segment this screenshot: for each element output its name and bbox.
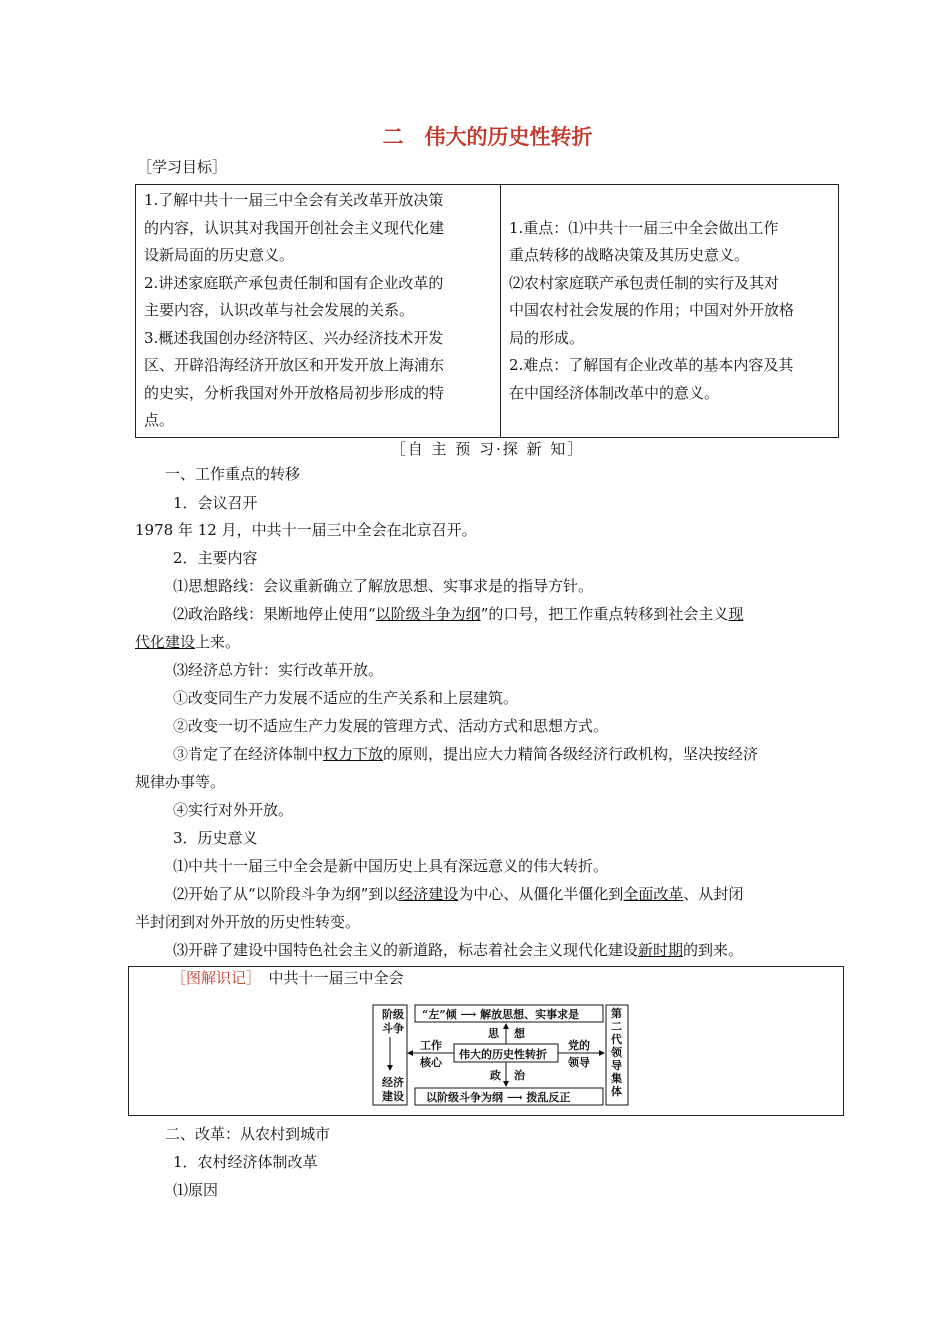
illustration-tag: ［图解识记］ <box>171 969 254 987</box>
economic-policy-text: ⑶经济总方针：实行改革开放。 <box>173 661 384 679</box>
meeting-text: 1978 年 12 月，中共十一届三中全会在北京召开。 <box>135 521 477 539</box>
key-point-line: 重点转移的战略决策及其历史意义。 <box>509 246 750 265</box>
thought-line-text: ⑴思想路线：会议重新确立了解放思想、实事求是的指导方针。 <box>173 577 594 595</box>
diagram-label: 二 <box>611 1020 622 1033</box>
diagram-label: 核心 <box>420 1056 442 1069</box>
illustration-header <box>171 967 404 988</box>
goal-line: 点。 <box>144 411 175 430</box>
underlined-term: 以阶级斗争为纲 <box>375 605 481 623</box>
goal-line: 区、开辟沿海经济开放区和开发开放上海浦东 <box>144 356 445 375</box>
underlined-term: 经济建设 <box>398 885 459 903</box>
illustration-title: 中共十一届三中全会 <box>268 969 404 987</box>
diagram-label: 体 <box>611 1085 622 1098</box>
diagram-label: 第 <box>611 1007 622 1020</box>
diagram-label: 政 <box>490 1069 501 1082</box>
key-point-line: 2.难点：了解国有企业改革的基本内容及其 <box>509 356 794 375</box>
underlined-term: 现 <box>728 605 744 623</box>
diagram-label: 领 <box>611 1046 622 1059</box>
goal-line: 2.讲述家庭联产承包责任制和国有企业改革的 <box>144 273 444 292</box>
diagram-label: 代 <box>611 1033 622 1046</box>
key-point-line: 中国农村社会发展的作用；中国对外开放格 <box>509 301 795 320</box>
political-line-text: ⑵政治路线：果断地停止使用“以阶级斗争为纲”的口号，把工作重点转移到社会主义现 <box>173 605 744 623</box>
diagram-label: 党的 <box>568 1039 590 1052</box>
goals-left-cell <box>136 185 501 438</box>
goals-right-cell <box>501 185 839 438</box>
diagram-label: 思 <box>488 1027 499 1040</box>
diagram-label: 治 <box>514 1069 525 1082</box>
underlined-term: 全面改革 <box>623 885 684 903</box>
diagram-bottom-label: 以阶级斗争为纲 ⟶ 拨乱反正 <box>426 1091 571 1104</box>
key-point-line: 1.重点：⑴中共十一届三中全会做出工作 <box>509 218 779 237</box>
key-point-line: 在中国经济体制改革中的意义。 <box>509 383 720 402</box>
goal-line: 的史实，分析我国对外开放格局初步形成的特 <box>144 383 445 402</box>
learning-goals-table <box>135 184 839 438</box>
diagram-label: 集 <box>611 1072 622 1085</box>
goal-line: 3.概述我国创办经济特区、兴办经济技术开发 <box>144 328 444 347</box>
significance-item: ⑵开始了从“以阶段斗争为纲”到以经济建设为中心、从僵化半僵化到全面改革、从封闭 <box>173 885 744 903</box>
diagram-label: 建设 <box>382 1090 404 1103</box>
diagram-label: 经济 <box>382 1076 404 1089</box>
diagram-label: 阶级 <box>382 1008 404 1021</box>
subheading-significance: 3．历史意义 <box>173 829 258 847</box>
significance-item: ⑴中共十一届三中全会是新中国历史上具有深远意义的伟大转折。 <box>173 857 609 875</box>
key-point-line: ⑵农村家庭联产承包责任制的实行及其对 <box>509 273 780 292</box>
section-heading: 二、改革：从农村到城市 <box>165 1125 331 1143</box>
policy-item: ③肯定了在经济体制中权力下放的原则，提出应大力精简各级经济行政机构，坚决按经济 <box>173 745 759 763</box>
diagram-label: 领导 <box>568 1056 590 1069</box>
page-title: 二 伟大的历史性转折 <box>382 125 593 149</box>
significance-item: ⑶开辟了建设中国特色社会主义的新道路，标志着社会主义现代化建设新时期的到来。 <box>173 941 744 959</box>
goal-line: 设新局面的历史意义。 <box>144 246 295 265</box>
significance-item-cont: 半封闭到对外开放的历史性转变。 <box>135 913 361 931</box>
diagram-label: 斗争 <box>382 1022 404 1035</box>
concept-diagram <box>370 1002 634 1108</box>
policy-item: ①改变同生产力发展不适应的生产关系和上层建筑。 <box>173 689 519 707</box>
diagram-label: 想 <box>514 1027 525 1040</box>
subheading-rural-reform: 1．农村经济体制改革 <box>173 1153 318 1171</box>
diagram-label: 导 <box>611 1059 622 1072</box>
subheading-reason: ⑴原因 <box>173 1181 219 1199</box>
section-heading: 一、工作重点的转移 <box>165 465 301 483</box>
diagram-label: 工作 <box>420 1039 442 1052</box>
underlined-term: 代化建设 <box>135 633 196 651</box>
policy-item: ④实行对外开放。 <box>173 801 294 819</box>
learning-goals-label: ［学习目标］ <box>137 158 228 176</box>
policy-item: ②改变一切不适应生产力发展的管理方式、活动方式和思想方式。 <box>173 717 609 735</box>
underlined-term: 新时期 <box>638 941 684 959</box>
goal-line: 主要内容，认识改革与社会发展的关系。 <box>144 301 415 320</box>
underlined-term: 权力下放 <box>323 745 384 763</box>
preview-label: ［自 主 预 习·探 新 知］ <box>390 440 585 458</box>
subheading-meeting: 1．会议召开 <box>173 494 258 512</box>
policy-item-cont: 规律办事等。 <box>135 773 226 791</box>
diagram-center-label: 伟大的历史性转折 <box>459 1048 547 1061</box>
subheading-content: 2．主要内容 <box>173 549 258 567</box>
key-point-line: 局的形成。 <box>509 328 585 347</box>
political-line-text-cont: 代化建设上来。 <box>135 633 241 651</box>
goal-line: 的内容，认识其对我国开创社会主义现代化建 <box>144 218 445 237</box>
goal-line: 1.了解中共十一届三中全会有关改革开放决策 <box>144 191 444 210</box>
diagram-top-label: “左”倾 ⟶ 解放思想、实事求是 <box>422 1008 580 1021</box>
